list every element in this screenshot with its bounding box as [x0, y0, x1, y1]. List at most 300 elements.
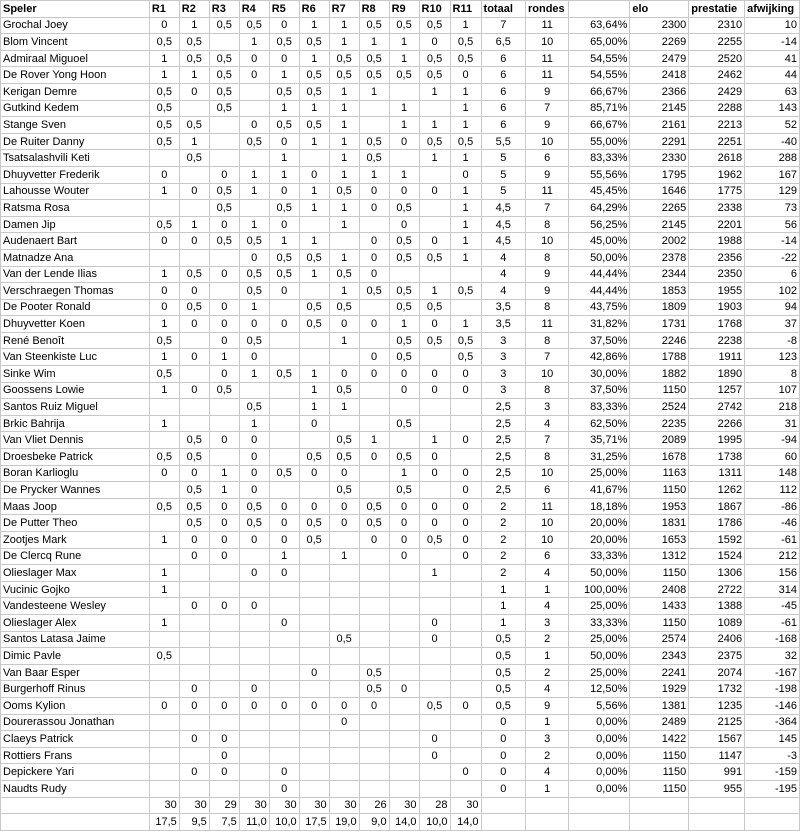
player-cell: Zootjes Mark: [1, 532, 150, 549]
r7-cell: [329, 581, 359, 598]
r2-cell: [179, 581, 209, 598]
r8-cell: 1: [359, 432, 389, 449]
r5-cell: [269, 648, 299, 665]
elo-cell: 1433: [630, 598, 689, 615]
percentage-cell: 54,55%: [569, 67, 630, 84]
r3-cell: 0: [209, 598, 239, 615]
r10-cell: [419, 598, 450, 615]
r3-cell: 0: [209, 697, 239, 714]
table-row: [1, 581, 800, 598]
r7-cell: 1: [329, 548, 359, 565]
table-row: [1, 366, 800, 383]
r7-cell: [329, 731, 359, 748]
r2-cell: 0: [179, 233, 209, 250]
r5-cell: [269, 598, 299, 615]
r10-cell: [419, 548, 450, 565]
r5-cell: 0: [269, 780, 299, 797]
total-cell: 2,5: [481, 449, 525, 466]
r10-cell: [419, 664, 450, 681]
percentage-cell: 20,00%: [569, 515, 630, 532]
total-r3-cell: 29: [209, 797, 239, 814]
total-cell: 0,5: [481, 631, 525, 648]
r9-cell: 0: [389, 548, 419, 565]
r7-cell: [329, 415, 359, 432]
elo-cell: 2002: [630, 233, 689, 250]
percentage-cell: 55,00%: [569, 133, 630, 150]
deviation-cell: 288: [745, 150, 800, 167]
r7-cell: 0,5: [329, 449, 359, 466]
performance-cell: 955: [689, 780, 745, 797]
r11-cell: [450, 415, 481, 432]
r5-cell: 0: [269, 50, 299, 67]
r11-cell: [450, 299, 481, 316]
percentage-cell: 5,56%: [569, 697, 630, 714]
total-r8-cell: 9,0: [359, 814, 389, 831]
percentage-cell: 0,00%: [569, 731, 630, 748]
player-cell: Van Baar Esper: [1, 664, 150, 681]
deviation-cell: 44: [745, 67, 800, 84]
header-row: [1, 1, 800, 18]
r9-cell: 0: [389, 133, 419, 150]
r2-cell: 0: [179, 382, 209, 399]
elo-cell: 2489: [630, 714, 689, 731]
r1-cell: [149, 598, 179, 615]
header-r6: R6: [299, 1, 329, 18]
table-header: [1, 1, 800, 18]
table-row: [1, 465, 800, 482]
r9-cell: 1: [389, 100, 419, 117]
r7-cell: 1: [329, 200, 359, 217]
r1-cell: 0,5: [149, 83, 179, 100]
deviation-cell: 94: [745, 299, 800, 316]
r10-cell: 0: [419, 233, 450, 250]
rounds-cell: 10: [525, 515, 568, 532]
header-r5: R5: [269, 1, 299, 18]
r2-cell: 0: [179, 548, 209, 565]
r11-cell: 0: [450, 366, 481, 383]
total-rounds-cell: [525, 814, 568, 831]
performance-cell: 2074: [689, 664, 745, 681]
elo-cell: 2300: [630, 17, 689, 34]
r10-cell: 0: [419, 747, 450, 764]
r3-cell: [209, 714, 239, 731]
r10-cell: [419, 764, 450, 781]
r1-cell: [149, 150, 179, 167]
r4-cell: [239, 747, 269, 764]
r9-cell: 0,5: [389, 233, 419, 250]
r8-cell: 0,5: [359, 150, 389, 167]
rounds-cell: 7: [525, 349, 568, 366]
header-r8: R8: [359, 1, 389, 18]
r6-cell: 0: [299, 697, 329, 714]
r2-cell: 0: [179, 83, 209, 100]
percentage-cell: 44,44%: [569, 283, 630, 300]
r3-cell: [209, 664, 239, 681]
r5-cell: 0,5: [269, 83, 299, 100]
performance-cell: 1768: [689, 316, 745, 333]
elo-cell: 2524: [630, 399, 689, 416]
player-cell: Lahousse Wouter: [1, 183, 150, 200]
r8-cell: 0,5: [359, 681, 389, 698]
r11-cell: 0: [450, 498, 481, 515]
r4-cell: 0: [239, 117, 269, 134]
r4-cell: 1: [239, 216, 269, 233]
performance-cell: 2201: [689, 216, 745, 233]
r4-cell: [239, 100, 269, 117]
rounds-cell: 11: [525, 17, 568, 34]
r1-cell: 0,5: [149, 117, 179, 134]
rounds-cell: 10: [525, 532, 568, 549]
r2-cell: 0: [179, 183, 209, 200]
r7-cell: 0,5: [329, 299, 359, 316]
r11-cell: 0: [450, 482, 481, 499]
r1-cell: [149, 764, 179, 781]
rounds-cell: 8: [525, 216, 568, 233]
table-row: [1, 664, 800, 681]
r8-cell: [359, 415, 389, 432]
r6-cell: 0,5: [299, 67, 329, 84]
r3-cell: 1: [209, 349, 239, 366]
r10-cell: [419, 399, 450, 416]
r5-cell: 0,5: [269, 465, 299, 482]
r5-cell: 0,5: [269, 249, 299, 266]
rounds-cell: 8: [525, 332, 568, 349]
r5-cell: [269, 581, 299, 598]
player-cell: Boran Karlioglu: [1, 465, 150, 482]
r1-cell: [149, 200, 179, 217]
deviation-cell: -168: [745, 631, 800, 648]
r10-cell: 0,5: [419, 67, 450, 84]
r5-cell: 0: [269, 17, 299, 34]
total-cell: 0: [481, 764, 525, 781]
elo-cell: 2343: [630, 648, 689, 665]
r10-cell: 0,5: [419, 17, 450, 34]
r3-cell: 0: [209, 332, 239, 349]
performance-cell: 1592: [689, 532, 745, 549]
r11-cell: 0: [450, 532, 481, 549]
elo-cell: 2574: [630, 631, 689, 648]
performance-cell: 1903: [689, 299, 745, 316]
r7-cell: 1: [329, 283, 359, 300]
total-cell: 1: [481, 581, 525, 598]
r1-cell: 1: [149, 183, 179, 200]
player-cell: De Pooter Ronald: [1, 299, 150, 316]
player-cell: Brkic Bahrija: [1, 415, 150, 432]
deviation-cell: -146: [745, 697, 800, 714]
r10-cell: 0: [419, 183, 450, 200]
r1-cell: [149, 731, 179, 748]
player-cell: Goossens Lowie: [1, 382, 150, 399]
r10-cell: [419, 166, 450, 183]
table-row: [1, 266, 800, 283]
elo-cell: 1929: [630, 681, 689, 698]
r11-cell: 1: [450, 216, 481, 233]
r11-cell: 0: [450, 515, 481, 532]
performance-cell: 1867: [689, 498, 745, 515]
percentage-cell: 50,00%: [569, 249, 630, 266]
elo-cell: 2408: [630, 581, 689, 598]
total-cell: 1: [481, 614, 525, 631]
table-row: [1, 166, 800, 183]
deviation-cell: 37: [745, 316, 800, 333]
r1-cell: [149, 482, 179, 499]
r9-cell: [389, 631, 419, 648]
r3-cell: 0: [209, 299, 239, 316]
performance-cell: 2406: [689, 631, 745, 648]
r1-cell: 1: [149, 565, 179, 582]
table-row: [1, 399, 800, 416]
r11-cell: 0: [450, 166, 481, 183]
elo-cell: 1381: [630, 697, 689, 714]
r2-cell: [179, 780, 209, 797]
r9-cell: 0: [389, 681, 419, 698]
player-cell: De Rover Yong Hoon: [1, 67, 150, 84]
elo-cell: 1150: [630, 780, 689, 797]
r3-cell: 0: [209, 532, 239, 549]
r8-cell: 0: [359, 200, 389, 217]
r7-cell: 0,5: [329, 183, 359, 200]
r11-cell: 1: [450, 17, 481, 34]
r8-cell: 1: [359, 166, 389, 183]
total-r2-cell: 30: [179, 797, 209, 814]
r4-cell: [239, 581, 269, 598]
table-row: [1, 415, 800, 432]
r4-cell: 0,5: [239, 332, 269, 349]
percentage-cell: 83,33%: [569, 399, 630, 416]
r5-cell: [269, 482, 299, 499]
r9-cell: [389, 432, 419, 449]
r3-cell: 0: [209, 216, 239, 233]
elo-cell: 1163: [630, 465, 689, 482]
elo-cell: 2366: [630, 83, 689, 100]
total-cell: 3,5: [481, 299, 525, 316]
table-row: [1, 532, 800, 549]
r11-cell: [450, 664, 481, 681]
r3-cell: [209, 415, 239, 432]
player-cell: René Benoît: [1, 332, 150, 349]
r11-cell: [450, 714, 481, 731]
deviation-cell: 73: [745, 200, 800, 217]
performance-cell: 1089: [689, 614, 745, 631]
table-row: [1, 117, 800, 134]
r9-cell: [389, 747, 419, 764]
r2-cell: [179, 565, 209, 582]
deviation-cell: 129: [745, 183, 800, 200]
r10-cell: 0,5: [419, 299, 450, 316]
r3-cell: [209, 34, 239, 51]
r7-cell: 1: [329, 150, 359, 167]
r7-cell: 0,5: [329, 67, 359, 84]
total-performance-cell: [689, 797, 745, 814]
r4-cell: 0: [239, 598, 269, 615]
table-row: [1, 349, 800, 366]
r4-cell: 0,5: [239, 266, 269, 283]
total-r2-cell: 9,5: [179, 814, 209, 831]
deviation-cell: 123: [745, 349, 800, 366]
total-r11-cell: 30: [450, 797, 481, 814]
elo-cell: 1678: [630, 449, 689, 466]
total-elo-cell: [630, 797, 689, 814]
r8-cell: [359, 614, 389, 631]
r5-cell: 0: [269, 532, 299, 549]
total-total-cell: [481, 814, 525, 831]
r11-cell: 0,5: [450, 133, 481, 150]
r3-cell: 0: [209, 432, 239, 449]
r11-cell: 1: [450, 100, 481, 117]
r2-cell: 0,5: [179, 117, 209, 134]
r9-cell: [389, 664, 419, 681]
r9-cell: 0,5: [389, 200, 419, 217]
rounds-cell: 4: [525, 415, 568, 432]
r5-cell: 0: [269, 216, 299, 233]
performance-cell: 2350: [689, 266, 745, 283]
r2-cell: 0: [179, 764, 209, 781]
r7-cell: [329, 532, 359, 549]
r11-cell: [450, 399, 481, 416]
r7-cell: [329, 648, 359, 665]
header-r3: R3: [209, 1, 239, 18]
header-rounds: rondes: [525, 1, 568, 18]
r6-cell: [299, 581, 329, 598]
r7-cell: 1: [329, 100, 359, 117]
r11-cell: 0,5: [450, 332, 481, 349]
r7-cell: [329, 764, 359, 781]
deviation-cell: 8: [745, 366, 800, 383]
r3-cell: 0,5: [209, 100, 239, 117]
r11-cell: 0,5: [450, 349, 481, 366]
table-row: [1, 233, 800, 250]
r6-cell: [299, 614, 329, 631]
r1-cell: 0,5: [149, 34, 179, 51]
r7-cell: [329, 349, 359, 366]
r9-cell: [389, 150, 419, 167]
r3-cell: [209, 780, 239, 797]
deviation-cell: -364: [745, 714, 800, 731]
r5-cell: [269, 332, 299, 349]
r4-cell: 1: [239, 34, 269, 51]
r8-cell: 0,5: [359, 515, 389, 532]
total-total-cell: [481, 797, 525, 814]
r3-cell: 0: [209, 166, 239, 183]
table-row: [1, 764, 800, 781]
r7-cell: 1: [329, 133, 359, 150]
r6-cell: [299, 150, 329, 167]
percentage-cell: 41,67%: [569, 482, 630, 499]
rounds-cell: 7: [525, 200, 568, 217]
r2-cell: 0: [179, 731, 209, 748]
player-cell: Droesbeke Patrick: [1, 449, 150, 466]
r2-cell: 0: [179, 316, 209, 333]
deviation-cell: 31: [745, 415, 800, 432]
r5-cell: [269, 449, 299, 466]
elo-cell: 1953: [630, 498, 689, 515]
r4-cell: 1: [239, 166, 269, 183]
r7-cell: [329, 681, 359, 698]
r9-cell: [389, 731, 419, 748]
deviation-cell: 167: [745, 166, 800, 183]
r11-cell: 1: [450, 233, 481, 250]
percentage-cell: 25,00%: [569, 664, 630, 681]
r1-cell: 0,5: [149, 133, 179, 150]
player-cell: Dourerassou Jonathan: [1, 714, 150, 731]
rounds-cell: 3: [525, 614, 568, 631]
deviation-cell: -40: [745, 133, 800, 150]
r2-cell: 1: [179, 67, 209, 84]
r4-cell: 0,5: [239, 233, 269, 250]
percentage-cell: 43,75%: [569, 299, 630, 316]
player-cell: Van Steenkiste Luc: [1, 349, 150, 366]
r2-cell: [179, 399, 209, 416]
r10-cell: [419, 714, 450, 731]
r9-cell: 0,5: [389, 249, 419, 266]
table-row: [1, 498, 800, 515]
r3-cell: 0: [209, 316, 239, 333]
header-player: Speler: [1, 1, 150, 18]
player-cell: Stange Sven: [1, 117, 150, 134]
r7-cell: 0: [329, 498, 359, 515]
r2-cell: [179, 200, 209, 217]
r8-cell: [359, 747, 389, 764]
r5-cell: [269, 349, 299, 366]
elo-cell: 2161: [630, 117, 689, 134]
player-cell: De Prycker Wannes: [1, 482, 150, 499]
r4-cell: 0: [239, 449, 269, 466]
r2-cell: 0,5: [179, 299, 209, 316]
deviation-cell: -195: [745, 780, 800, 797]
rounds-cell: 11: [525, 183, 568, 200]
r10-cell: [419, 482, 450, 499]
r4-cell: [239, 764, 269, 781]
r10-cell: 1: [419, 83, 450, 100]
r10-cell: 0,5: [419, 50, 450, 67]
r5-cell: 0: [269, 183, 299, 200]
r2-cell: 0: [179, 532, 209, 549]
deviation-cell: 56: [745, 216, 800, 233]
r6-cell: [299, 714, 329, 731]
player-cell: Blom Vincent: [1, 34, 150, 51]
r8-cell: [359, 216, 389, 233]
r8-cell: 0: [359, 316, 389, 333]
r8-cell: 0,5: [359, 498, 389, 515]
table-row: [1, 299, 800, 316]
percentage-cell: 31,25%: [569, 449, 630, 466]
total-cell: 2: [481, 532, 525, 549]
r4-cell: 0: [239, 249, 269, 266]
r3-cell: 0,5: [209, 183, 239, 200]
total-cell: 6: [481, 67, 525, 84]
r4-cell: 0,5: [239, 515, 269, 532]
rounds-cell: 10: [525, 366, 568, 383]
deviation-cell: 107: [745, 382, 800, 399]
rounds-cell: 6: [525, 482, 568, 499]
total-cell: 5: [481, 166, 525, 183]
elo-cell: 1312: [630, 548, 689, 565]
performance-cell: 1306: [689, 565, 745, 582]
percentage-cell: 56,25%: [569, 216, 630, 233]
r4-cell: [239, 150, 269, 167]
r10-cell: 0,5: [419, 133, 450, 150]
percentage-cell: 54,55%: [569, 50, 630, 67]
percentage-cell: 83,33%: [569, 150, 630, 167]
r9-cell: 0: [389, 498, 419, 515]
rounds-cell: 2: [525, 747, 568, 764]
table-row: [1, 133, 800, 150]
elo-cell: 1422: [630, 731, 689, 748]
r1-cell: [149, 714, 179, 731]
deviation-cell: -61: [745, 532, 800, 549]
r7-cell: 0: [329, 515, 359, 532]
r11-cell: 0: [450, 67, 481, 84]
